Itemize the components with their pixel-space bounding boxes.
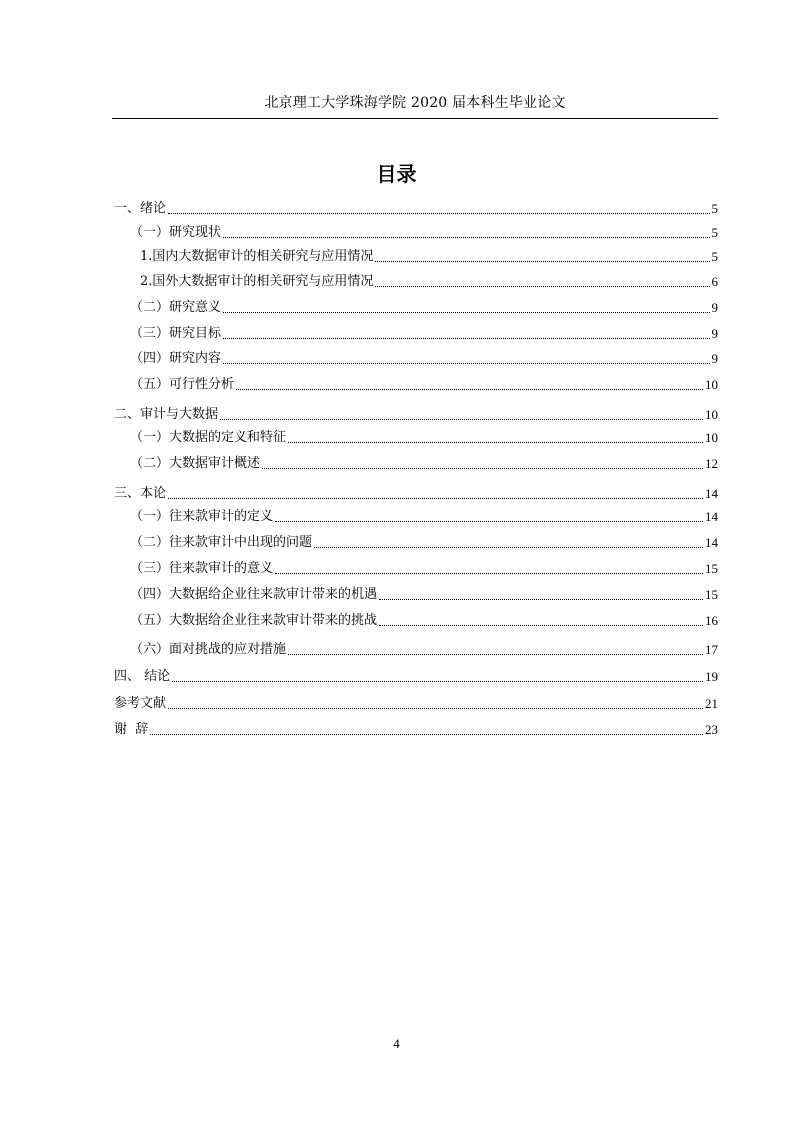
toc-entry-1-1-2[interactable] xyxy=(114,273,718,291)
toc-dot-leader xyxy=(262,468,703,469)
toc-entry-2[interactable] xyxy=(114,406,718,424)
toc-dot-leader xyxy=(288,442,703,443)
toc-entry-label: （二）往来款审计中出现的问题 xyxy=(130,535,313,550)
page-number: 4 xyxy=(393,1036,400,1051)
toc-entry-label: （四）大数据给企业往来款审计带来的机遇 xyxy=(130,587,378,602)
toc-entry-page: 12 xyxy=(705,456,718,471)
toc-entry-1-1[interactable] xyxy=(114,224,718,242)
toc-entry-page: 14 xyxy=(705,486,718,501)
toc-entry-label: （五）可行性分析 xyxy=(130,377,235,392)
toc-entry-3-4[interactable] xyxy=(114,586,718,604)
toc-entry-3-5[interactable] xyxy=(114,612,718,630)
toc-entry-page: 10 xyxy=(705,430,718,445)
toc-entry-page: 5 xyxy=(711,249,718,264)
toc-entry-page: 19 xyxy=(705,669,718,684)
toc-entry-label: （四）研究内容 xyxy=(130,351,222,366)
toc-entry-1-4[interactable] xyxy=(114,350,718,368)
toc-entry-3[interactable] xyxy=(114,485,718,503)
toc-entry-label: 1.国内大数据审计的相关研究与应用情况 xyxy=(140,249,374,264)
toc-entry-page: 10 xyxy=(705,377,718,392)
toc-entry-label: 二、审计与大数据 xyxy=(114,407,219,422)
toc-entry-page: 5 xyxy=(711,201,718,216)
toc-dot-leader xyxy=(223,237,709,238)
toc-entry-label: 四、 结论 xyxy=(114,669,171,684)
toc-dot-leader xyxy=(220,419,703,420)
toc-entry-label: 参考文献 xyxy=(114,696,167,711)
toc-entry-page: 15 xyxy=(705,587,718,602)
toc-dot-leader xyxy=(379,625,703,626)
toc-dot-leader xyxy=(150,734,703,735)
toc-entry-page: 23 xyxy=(705,722,718,737)
toc-entry-2-2[interactable] xyxy=(114,455,718,473)
toc-dot-leader xyxy=(375,286,709,287)
toc-entry-page: 9 xyxy=(711,300,718,315)
toc-entry-1-1-1[interactable] xyxy=(114,248,718,266)
toc-entry-label: （二）大数据审计概述 xyxy=(130,456,261,471)
toc-entry-page: 10 xyxy=(705,407,718,422)
toc-dot-leader xyxy=(223,338,709,339)
toc-entry-3-6[interactable] xyxy=(114,641,718,659)
toc-dot-leader xyxy=(168,213,709,214)
toc-entry-page: 5 xyxy=(711,225,718,240)
toc-entry-label: （三）研究目标 xyxy=(130,326,222,341)
toc-entry-references[interactable] xyxy=(114,695,718,713)
toc-dot-leader xyxy=(168,498,703,499)
toc-entry-page: 6 xyxy=(711,274,718,289)
toc-entry-page: 15 xyxy=(705,561,718,576)
toc-dot-leader xyxy=(275,573,703,574)
toc-entry-page: 14 xyxy=(705,535,718,550)
toc-entry-label: 谢 辞 xyxy=(114,722,149,737)
toc-dot-leader xyxy=(223,363,709,364)
toc-entry-label: （三）往来款审计的意义 xyxy=(130,561,274,576)
toc-entry-label: 2.国外大数据审计的相关研究与应用情况 xyxy=(140,274,374,289)
header-rule xyxy=(112,118,718,119)
toc-entry-3-1[interactable] xyxy=(114,508,718,526)
toc-entry-label: （一）往来款审计的定义 xyxy=(130,509,274,524)
toc-entry-acknowledgements[interactable] xyxy=(114,721,718,739)
toc-entry-label: 三、本论 xyxy=(114,486,167,501)
toc-entry-page: 17 xyxy=(705,642,718,657)
toc-entry-label: 一、绪论 xyxy=(114,201,167,216)
toc-entry-1-5[interactable] xyxy=(114,376,718,394)
toc-entry-page: 9 xyxy=(711,351,718,366)
toc-dot-leader xyxy=(314,547,703,548)
toc-entry-label: （六）面对挑战的应对措施 xyxy=(130,642,287,657)
page-header: 北京理工大学珠海学院 2020 届本科生毕业论文 xyxy=(264,95,566,111)
toc-entry-label: （五）大数据给企业往来款审计带来的挑战 xyxy=(130,613,378,628)
toc-entry-1-3[interactable] xyxy=(114,325,718,343)
toc-dot-leader xyxy=(275,521,703,522)
toc-entry-4[interactable] xyxy=(114,668,718,686)
toc-dot-leader xyxy=(288,654,703,655)
toc-dot-leader xyxy=(236,389,703,390)
toc-entry-label: （一）研究现状 xyxy=(130,225,222,240)
toc-entry-page: 16 xyxy=(705,613,718,628)
toc-dot-leader xyxy=(375,261,709,262)
toc-dot-leader xyxy=(168,708,703,709)
toc-entry-label: （二）研究意义 xyxy=(130,300,222,315)
toc-entry-label: （一）大数据的定义和特征 xyxy=(130,430,287,445)
toc-entry-3-3[interactable] xyxy=(114,560,718,578)
toc-entry-page: 21 xyxy=(705,696,718,711)
toc-dot-leader xyxy=(172,681,703,682)
toc-entry-3-2[interactable] xyxy=(114,534,718,552)
toc-entry-1-2[interactable] xyxy=(114,299,718,317)
toc-entry-page: 9 xyxy=(711,326,718,341)
toc-title: 目录 xyxy=(376,162,417,186)
toc-entry-page: 14 xyxy=(705,509,718,524)
toc-entry-1[interactable] xyxy=(114,200,718,218)
toc-dot-leader xyxy=(223,312,709,313)
toc-dot-leader xyxy=(379,599,703,600)
toc-entry-2-1[interactable] xyxy=(114,429,718,447)
